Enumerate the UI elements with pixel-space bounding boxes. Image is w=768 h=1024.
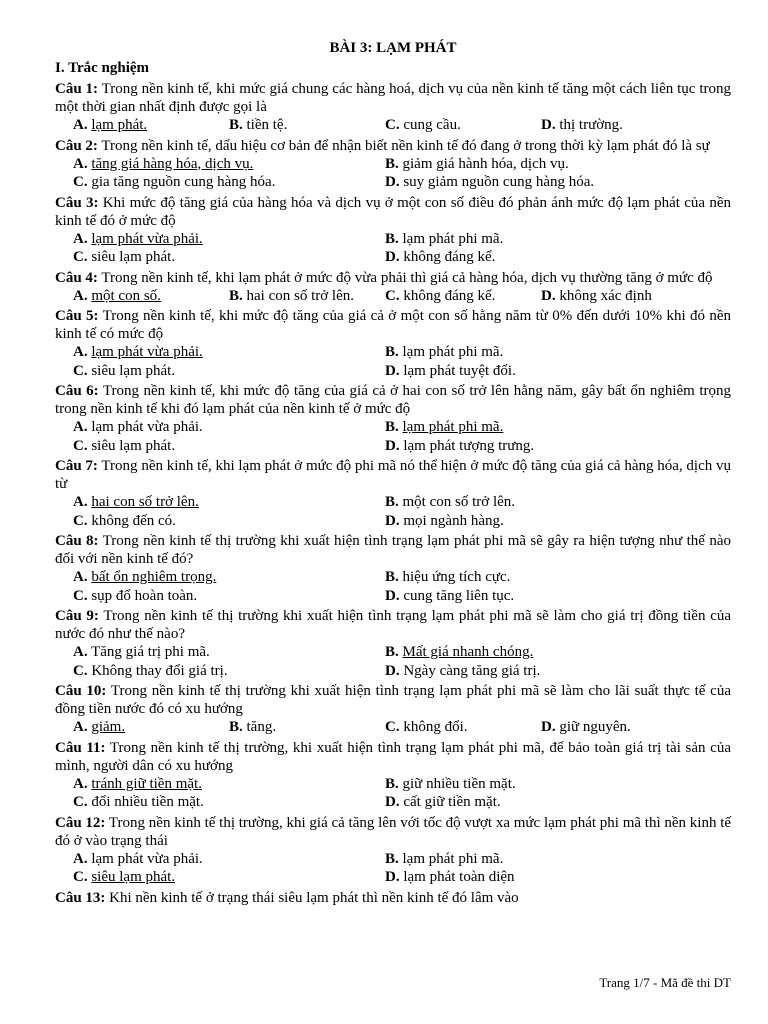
answer-option	[385, 718, 541, 737]
question-text	[55, 307, 731, 343]
option-letter: C.	[73, 512, 88, 529]
question	[55, 269, 731, 306]
answer-option	[385, 116, 541, 135]
question	[55, 457, 731, 530]
option-text: thị trường.	[559, 117, 623, 133]
question-text	[55, 80, 731, 116]
question-text	[55, 607, 731, 643]
answer-option	[229, 287, 385, 306]
option-text: cung tăng liên tục.	[403, 587, 515, 604]
question-stem: Trong nền kinh tế, dấu hiệu cơ bản để nhận biết nền kinh tế đó đang ở trong thời kỳ lạm phát đó là sự	[97, 137, 710, 154]
answer-option	[73, 587, 385, 606]
option-text: siêu lạm phát.	[91, 437, 176, 454]
option-letter: D.	[541, 287, 556, 304]
question-number: Câu 6:	[55, 383, 99, 399]
question-number: Câu 5:	[55, 308, 99, 324]
question-text	[55, 532, 731, 568]
question-stem: Trong nền kinh tế, khi mức độ tăng của giá cả ở hai con số trở lên hằng năm, gây bất ổn nghiêm trọng trong nền kinh tế khi đó lạm phát của nền kinh tế ở mức độ	[55, 383, 731, 417]
option-letter: B.	[385, 494, 399, 510]
answer-option	[385, 230, 697, 249]
answer-option	[385, 343, 697, 362]
option-letter: C.	[73, 437, 88, 454]
option-text: suy giảm nguồn cung hàng hóa.	[403, 174, 595, 190]
question-text	[55, 814, 731, 850]
answer-option	[73, 775, 385, 794]
option-text: không đến có.	[91, 512, 176, 529]
question-text	[55, 269, 731, 287]
option-text: cung cầu.	[403, 117, 461, 133]
question	[55, 80, 731, 135]
option-text: lạm phát tuyệt đối.	[403, 362, 516, 379]
option-text-correct: Mất giá nhanh chóng.	[402, 644, 534, 660]
question-stem: Trong nền kinh tế thị trường, khi xuất hiện tình trạng lạm phát phi mã, để bảo toàn giá trị tài sản của mình, người dân có xu hướng	[55, 739, 732, 774]
section-heading: I. Trắc nghiệm	[55, 60, 150, 76]
page-title: BÀI 3: LẠM PHÁT	[329, 40, 457, 56]
option-text: hiệu ứng tích cực.	[402, 569, 511, 585]
option-text: giữ nhiều tiền mặt.	[402, 775, 516, 792]
question-number: Câu 9:	[55, 608, 99, 624]
option-text: lạm phát tượng trưng.	[403, 437, 535, 454]
answer-option	[229, 718, 385, 737]
question-text	[55, 739, 731, 775]
question	[55, 382, 731, 455]
answer-options	[55, 718, 731, 737]
option-text-correct: siêu lạm phát.	[91, 869, 176, 885]
question-number: Câu 11:	[55, 739, 106, 756]
question	[55, 194, 731, 267]
question-stem: Khi mức độ tăng giá của hàng hóa và dịch vụ ở một con số điều đó phản ánh mức độ lạm phát của nền kinh tế đó ở mức độ	[55, 194, 731, 229]
answer-option	[73, 437, 385, 456]
question	[55, 814, 731, 887]
option-letter: A.	[73, 117, 88, 133]
question-text	[55, 382, 731, 418]
option-letter: A.	[73, 569, 88, 585]
answer-options	[55, 155, 731, 192]
option-text: Không thay đổi giá trị.	[91, 662, 228, 679]
option-letter: C.	[385, 719, 400, 735]
option-text: lạm phát phi mã.	[402, 850, 504, 867]
answer-option	[541, 116, 697, 135]
answer-option	[73, 662, 385, 681]
answer-option	[385, 512, 697, 531]
option-letter: C.	[73, 362, 88, 379]
answer-options	[55, 643, 731, 680]
option-letter: C.	[73, 869, 88, 885]
option-text: lạm phát phi mã.	[402, 344, 504, 360]
option-text: đổi nhiều tiền mặt.	[91, 794, 204, 810]
question-number: Câu 4:	[55, 269, 98, 286]
answer-options	[55, 850, 731, 887]
question-text	[55, 889, 731, 907]
option-text: tiền tệ.	[246, 117, 288, 133]
option-letter: C.	[73, 249, 88, 265]
option-letter: C.	[73, 794, 88, 810]
question-stem: Trong nền kinh tế thị trường khi xuất hiện tình trạng lạm phát phi mã sẽ gây ra hiện tượng như thế nào đối với nền kinh tế đó?	[55, 533, 731, 567]
answer-option	[73, 868, 385, 887]
option-text-correct: lạm phát phi mã.	[402, 419, 504, 435]
answer-option	[385, 362, 697, 381]
option-letter: B.	[385, 850, 399, 867]
option-letter: D.	[541, 117, 556, 133]
answer-option	[385, 437, 697, 456]
option-text-correct: giảm.	[91, 719, 126, 735]
answer-option	[385, 793, 697, 812]
answer-option	[229, 116, 385, 135]
question-number: Câu 8:	[55, 533, 99, 549]
option-text: lạm phát vừa phải.	[91, 850, 203, 867]
question	[55, 137, 731, 192]
question-stem: Trong nền kinh tế, khi lạm phát ở mức độ phi mã nó thể hiện ở mức độ tăng của giá cả hàng hóa, dịch vụ từ	[55, 458, 731, 492]
option-letter: A.	[73, 344, 88, 360]
question	[55, 532, 731, 605]
option-text: giảm giá hành hóa, dịch vụ.	[402, 155, 569, 172]
option-letter: D.	[385, 794, 400, 810]
option-text: không đổi.	[403, 719, 468, 735]
answer-option	[73, 793, 385, 812]
answer-option	[73, 248, 385, 267]
question-stem: Trong nền kinh tế thị trường khi xuất hiện tình trạng lạm phát phi mã sẽ làm cho giá trị đồng tiền của nước đó như thế nào?	[55, 608, 732, 642]
answer-option	[385, 587, 697, 606]
question-stem: Khi nền kinh tế ở trạng thái siêu lạm phát thì nền kinh tế đó lâm vào	[105, 889, 519, 906]
option-letter: B.	[385, 155, 399, 172]
option-letter: B.	[229, 287, 243, 304]
option-letter: D.	[541, 719, 556, 735]
option-letter: C.	[73, 174, 88, 190]
question-number: Câu 7:	[55, 458, 98, 474]
option-text-correct: lạm phát vừa phải.	[91, 230, 203, 247]
option-letter: A.	[73, 230, 88, 247]
answer-option	[73, 512, 385, 531]
option-text: không đáng kể.	[403, 287, 496, 304]
page-footer: Trang 1/7 - Mã đề thi DT	[599, 975, 731, 990]
answer-option	[385, 155, 697, 174]
option-text: Tăng giá trị phi mã.	[91, 644, 210, 660]
question	[55, 739, 731, 812]
question-number: Câu 12:	[55, 814, 106, 831]
option-letter: B.	[385, 775, 399, 792]
question-number: Câu 1:	[55, 81, 99, 97]
question-text	[55, 457, 731, 493]
option-letter: D.	[385, 512, 400, 529]
option-text-correct: lạm phát.	[91, 117, 148, 133]
answer-option	[385, 775, 697, 794]
option-text: không đáng kể.	[403, 249, 496, 265]
option-letter: A.	[73, 850, 88, 867]
option-letter: D.	[385, 437, 400, 454]
option-letter: A.	[73, 644, 88, 660]
option-text: mọi ngành hàng.	[403, 512, 504, 529]
question-list	[55, 80, 731, 907]
option-text-correct: một con số.	[91, 287, 161, 304]
question	[55, 682, 731, 737]
question-number: Câu 13:	[55, 889, 106, 906]
option-text: không xác định	[559, 287, 652, 304]
option-letter: C.	[73, 662, 88, 679]
answer-option	[385, 493, 697, 512]
answer-option	[73, 718, 229, 737]
question-text	[55, 682, 731, 718]
option-text: giữ nguyên.	[559, 719, 631, 735]
answer-option	[73, 343, 385, 362]
option-letter: B.	[385, 230, 399, 247]
option-text: siêu lạm phát.	[91, 249, 176, 265]
question-stem: Trong nền kinh tế thị trường, khi giá cả tăng lên với tốc độ vượt xa mức lạm phát phi mã thì nền kinh tế đó ở vào trạng thái	[55, 814, 732, 849]
option-text: lạm phát phi mã.	[402, 230, 504, 247]
answer-option	[73, 850, 385, 869]
answer-option	[385, 418, 697, 437]
answer-options	[55, 775, 731, 812]
option-text: lạm phát toàn diện	[403, 869, 515, 885]
answer-options	[55, 230, 731, 267]
option-letter: B.	[229, 719, 243, 735]
option-text-correct: hai con số trở lên.	[91, 494, 199, 510]
option-letter: B.	[385, 419, 399, 435]
question	[55, 607, 731, 680]
option-letter: D.	[385, 362, 400, 379]
question-text	[55, 194, 731, 230]
option-letter: C.	[73, 587, 88, 604]
option-letter: A.	[73, 155, 88, 172]
answer-option	[385, 287, 541, 306]
question-stem: Trong nền kinh tế, khi mức độ tăng của giá cả ở một con số hằng năm từ 0% đến dưới 10% khi đó nền kinh tế có mức độ	[55, 308, 731, 342]
option-text: gia tăng nguồn cung hàng hóa.	[91, 174, 276, 190]
option-letter: C.	[385, 117, 400, 133]
question-stem: Trong nền kinh tế thị trường khi xuất hiện tình trạng lạm phát phi mã sẽ làm cho lãi suất thực tế của đồng tiền nước đó có xu hướng	[55, 683, 732, 717]
question-text	[55, 137, 731, 155]
option-text-correct: tăng giá hàng hóa, dịch vụ.	[91, 155, 254, 172]
option-letter: B.	[385, 344, 399, 360]
answer-options	[55, 568, 731, 605]
option-text: siêu lạm phát.	[91, 362, 176, 379]
option-letter: B.	[229, 117, 243, 133]
exam-page	[55, 38, 731, 907]
question-number: Câu 2:	[55, 137, 98, 154]
option-text: Ngày càng tăng giá trị.	[403, 662, 541, 679]
answer-option	[541, 718, 697, 737]
answer-option	[73, 230, 385, 249]
answer-options	[55, 343, 731, 380]
answer-options	[55, 116, 731, 135]
answer-option	[73, 418, 385, 437]
answer-option	[73, 643, 385, 662]
option-letter: A.	[73, 719, 88, 735]
answer-option	[73, 116, 229, 135]
answer-option	[385, 662, 697, 681]
option-text: sụp đổ hoàn toàn.	[91, 587, 198, 604]
answer-option	[385, 248, 697, 267]
option-text: cất giữ tiền mặt.	[403, 794, 501, 810]
option-letter: C.	[385, 287, 400, 304]
option-letter: B.	[385, 644, 399, 660]
option-letter: D.	[385, 174, 400, 190]
answer-option	[541, 287, 697, 306]
option-letter: D.	[385, 869, 400, 885]
option-text: lạm phát vừa phải.	[91, 419, 203, 435]
answer-option	[73, 362, 385, 381]
question	[55, 889, 731, 907]
answer-option	[385, 173, 697, 192]
answer-option	[385, 850, 697, 869]
answer-option	[73, 287, 229, 306]
answer-option	[73, 155, 385, 174]
option-letter: D.	[385, 587, 400, 604]
option-text-correct: lạm phát vừa phải.	[91, 344, 203, 360]
answer-options	[55, 287, 731, 306]
question-number: Câu 10:	[55, 683, 107, 699]
option-text: tăng.	[246, 719, 277, 735]
answer-option	[73, 568, 385, 587]
answer-option	[73, 493, 385, 512]
answer-options	[55, 493, 731, 530]
answer-option	[385, 868, 697, 887]
question	[55, 307, 731, 380]
question-stem: Trong nền kinh tế, khi lạm phát ở mức độ vừa phải thì giá cả hàng hóa, dịch vụ thường tăng ở mức độ	[97, 269, 713, 286]
answer-option	[385, 643, 697, 662]
option-letter: A.	[73, 419, 88, 435]
option-letter: D.	[385, 662, 400, 679]
option-text-correct: tránh giữ tiền mặt.	[91, 775, 202, 792]
answer-option	[385, 568, 697, 587]
option-text-correct: bất ổn nghiêm trọng.	[91, 569, 217, 585]
option-letter: A.	[73, 494, 88, 510]
option-text: hai con số trở lên.	[246, 287, 355, 304]
question-number: Câu 3:	[55, 194, 99, 211]
option-letter: A.	[73, 775, 88, 792]
answer-options	[55, 418, 731, 455]
option-letter: D.	[385, 249, 400, 265]
option-letter: B.	[385, 569, 399, 585]
option-letter: A.	[73, 287, 88, 304]
question-stem: Trong nền kinh tế, khi mức giá chung các hàng hoá, dịch vụ của nền kinh tế tăng một cách liên tục trong một thời gian nhất định được gọi là	[55, 81, 731, 115]
option-text: một con số trở lên.	[402, 494, 516, 510]
answer-option	[73, 173, 385, 192]
